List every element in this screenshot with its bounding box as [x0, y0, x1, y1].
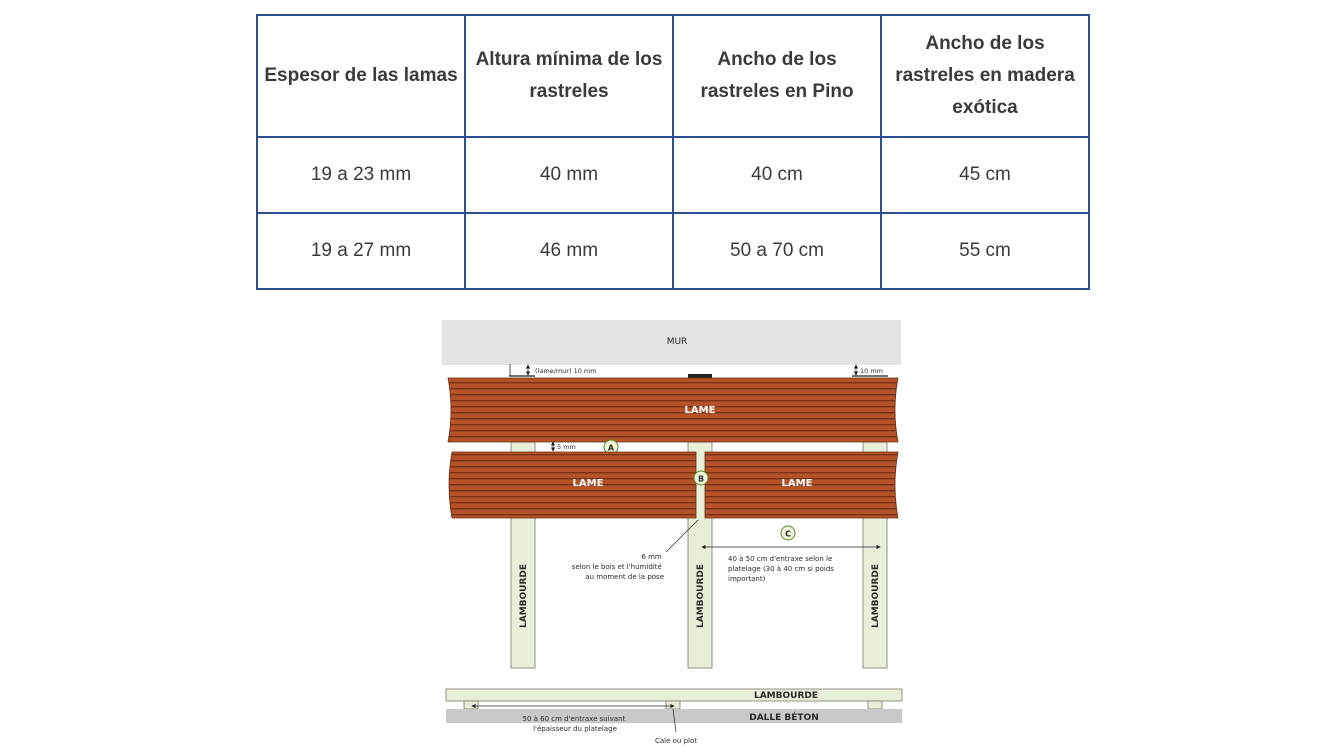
- table-cell: 50 a 70 cm: [673, 213, 881, 289]
- support-spacing-line: l'épaisseur du platelage: [533, 725, 617, 733]
- spec-table: [256, 14, 1090, 290]
- table-row: [257, 137, 1089, 213]
- decking-diagram: [440, 318, 906, 750]
- table-cell: 55 cm: [881, 213, 1089, 289]
- table-cell: 46 mm: [465, 213, 673, 289]
- pad-middle: [666, 701, 680, 709]
- joist-horizontal: [446, 689, 902, 701]
- pad-left: [464, 701, 478, 709]
- pad-right: [868, 701, 882, 709]
- joint-gap-line: selon le bois et l'humidité: [571, 563, 662, 571]
- slab-label: DALLE BÉTON: [749, 713, 819, 723]
- joist-spacing-line: 40 à 50 cm d'entraxe selon le: [728, 555, 833, 563]
- support-spacing-note: [522, 715, 627, 733]
- joint-gap-line: 6 mm: [641, 553, 662, 561]
- table-cell: 45 cm: [881, 137, 1089, 213]
- table-cell: 19 a 23 mm: [257, 137, 465, 213]
- support-spacing-line: 50 à 60 cm d'entraxe suivant: [522, 715, 626, 723]
- marker-b-label: B: [697, 474, 705, 484]
- spacer-block: [688, 374, 712, 378]
- wall-gap-left: [509, 364, 597, 376]
- table-header-cell: Ancho de los rastreles en madera exótica: [881, 15, 1089, 137]
- joist-horizontal-label: LAMBOURDE: [753, 691, 819, 701]
- joist-label-middle: LAMBOURDE: [696, 563, 706, 628]
- marker-c-label: C: [785, 529, 791, 539]
- joist-spacing-line: important): [728, 575, 766, 583]
- wall-gap-right-label: 10 mm: [860, 367, 884, 375]
- joint-gap-line: au moment de la pose: [585, 573, 664, 581]
- table-header-cell: Ancho de los rastreles en Pino: [673, 15, 881, 137]
- table-header-cell: Altura mínima de los rastreles: [465, 15, 673, 137]
- table-cell: 40 cm: [673, 137, 881, 213]
- joist-label-left: LAMBOURDE: [519, 563, 529, 628]
- wall-gap-right: [852, 365, 888, 376]
- board-top: [448, 378, 898, 442]
- table-header-cell: Espesor de las lamas: [257, 15, 465, 137]
- marker-a-label: A: [607, 443, 615, 453]
- joist-label-right: LAMBOURDE: [871, 563, 881, 628]
- board-lower-left-label: LAME: [572, 478, 604, 489]
- board-lower-right-label: LAME: [781, 478, 813, 489]
- table-cell: 40 mm: [465, 137, 673, 213]
- board-top-label: LAME: [684, 405, 716, 416]
- table-header-row: [257, 15, 1089, 137]
- table-row: [257, 213, 1089, 289]
- pad-label: Cale ou plot: [654, 737, 698, 745]
- wall-gap-left-label: (lame/mur) 10 mm: [535, 367, 597, 375]
- joist-spacing-line: platelage (30 à 40 cm si poids: [728, 565, 834, 573]
- joint-gap-note: [572, 553, 664, 581]
- row-gap-label: 5 mm: [557, 443, 576, 451]
- wall-label: MUR: [666, 337, 688, 347]
- joist-spacing-note: [728, 555, 836, 583]
- table-cell: 19 a 27 mm: [257, 213, 465, 289]
